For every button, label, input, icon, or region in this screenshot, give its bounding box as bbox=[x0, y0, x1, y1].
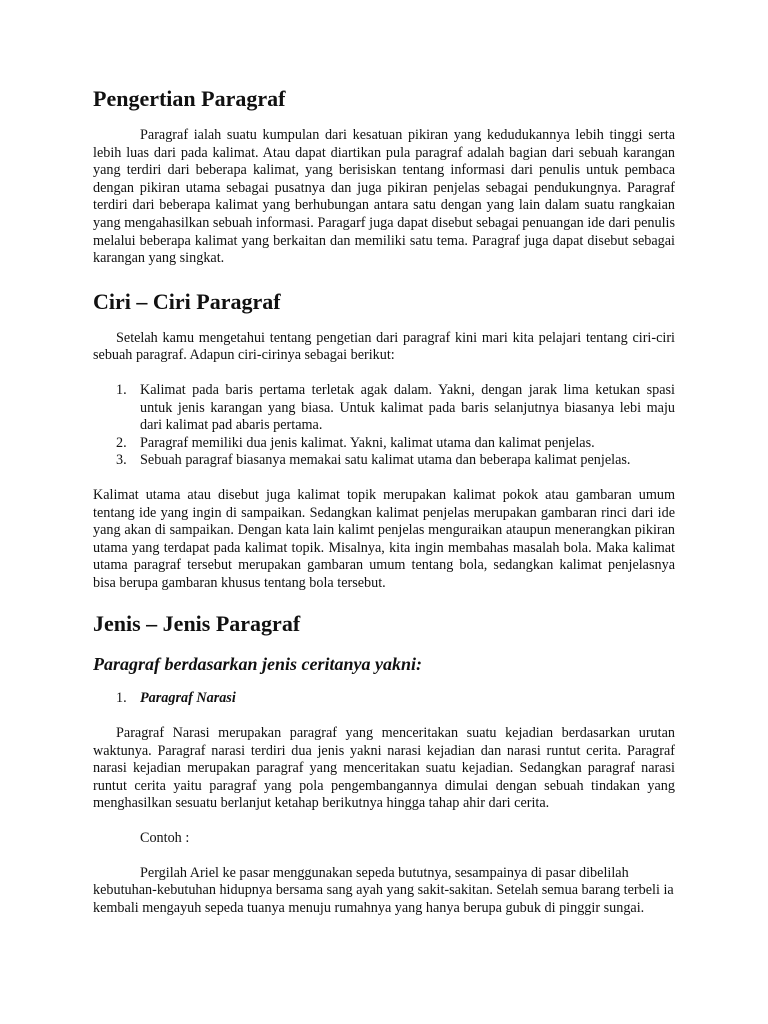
list-item bbox=[93, 452, 675, 470]
jenis-list bbox=[93, 690, 675, 708]
list-item bbox=[93, 382, 675, 435]
heading-pengertian-paragraf: Pengertian Paragraf bbox=[93, 86, 286, 111]
list-item bbox=[93, 690, 675, 708]
example-label: Contoh : bbox=[140, 830, 190, 847]
paragraph-contoh: Pergilah Ariel ke pasar menggunakan sepeda bututnya, sesampainya di pasar dibelilah kebutuhan-kebutuhan hidupnya bersama sang ayah yang sakit-sakitan. Setelah semua barang terbeli ia kembali mengayuh sepeda tuanya menuju rumahnya yang hanya berupa gubuk di pinggir sungai. bbox=[93, 864, 674, 916]
list-text: Sebuah paragraf biasanya memakai satu kalimat utama dan beberapa kalimat penjelas. bbox=[140, 452, 631, 469]
list-text: Kalimat pada baris pertama terletak agak dalam. Yakni, dengan jarak lima ketukan spasi untuk jenis karangan yang biasa. Untuk kalimat pada baris selanjutnya biasanya lebi maju dari kalimat pad abaris pertama. bbox=[140, 381, 675, 434]
paragraph-narasi: Paragraf Narasi merupakan paragraf yang menceritakan suatu kejadian berdasarkan urutan waktunya. Paragraf narasi terdiri dua jenis yakni narasi kejadian dan narasi runtut cerita. Paragraf narasi kejadian merupakan paragraf yang menceritakan suatu kejadian. Sedangkan paragraf narasi runtut cerita yaitu paragraf yang pola pengembangannya dimulai dengan sebuah tindakan yang menghasilkan sesuatu berlanjut ketahap berikutnya hingga tahap ahir dari cerita. bbox=[93, 725, 675, 812]
ciri-list bbox=[93, 382, 675, 470]
list-text: Paragraf memiliki dua jenis kalimat. Yakni, kalimat utama dan kalimat penjelas. bbox=[140, 434, 595, 451]
heading-jenis-paragraf: Jenis – Jenis Paragraf bbox=[93, 611, 301, 637]
paragraph-ciri-intro: Setelah kamu mengetahui tentang pengetian dari paragraf kini mari kita pelajari tentang ciri-ciri sebuah paragraf. Adapun ciri-cirinya sebagai berikut: bbox=[93, 329, 675, 364]
paragraph-kalimat-utama: Kalimat utama atau disebut juga kalimat topik merupakan kalimat pokok atau gambaran umum tentang ide yang ingin di sampaikan. Sedangkan kalimat penjelas merupakan gambaran rinci dari ide yang akan di sampaikan. Dengan kata lain kalimt penjelas menguraikan ataupun menerangkan pikiran utama yang terdapat pada kalimat topik. Misalnya, kita ingin membahas masalah bola. Maka kalimat utama paragraf tersebut merupakan gambaran umum tentang bola, sedangkan kalimat penjelasnya bisa berupa gambaran khusus tentang bola tersebut. bbox=[93, 486, 675, 591]
subheading-jenis-cerita: Paragraf berdasarkan jenis ceritanya yakni: bbox=[93, 654, 423, 675]
list-number: 3. bbox=[116, 452, 127, 469]
list-text: Paragraf Narasi bbox=[140, 690, 236, 707]
list-number: 2. bbox=[116, 434, 127, 451]
heading-ciri-paragraf: Ciri – Ciri Paragraf bbox=[93, 288, 281, 314]
list-number: 1. bbox=[116, 381, 127, 398]
document-content bbox=[93, 85, 675, 917]
paragraph-pengertian: Paragraf ialah suatu kumpulan dari kesatuan pikiran yang kedudukannya lebih tinggi serta lebih luas dari pada kalimat. Atau dapat diartikan pula paragraf adalah bagian dari sebuah karangan yang terdiri dari beberapa kalimat, yang berisiskan tentang informasi dari penulis untuk pembaca dengan pikiran utama sebagai pusatnya dan juga pikiran penjelas sebagai pendukungnya. Paragraf terdiri dari beberapa kalimat yang berhubungan antara satu dengan yang lain dalam suatu rangkaian yang mengahasilkan sebuah informasi. Paragarf juga dapat disebut sebagai penuangan ide dari penulis melalui beberapa kalimat yang berkaitan dan memiliki satu tema. Paragraf juga dapat disebut sebagai karangan yang singkat. bbox=[93, 127, 675, 267]
list-item bbox=[93, 435, 675, 453]
list-number: 1. bbox=[116, 690, 127, 707]
